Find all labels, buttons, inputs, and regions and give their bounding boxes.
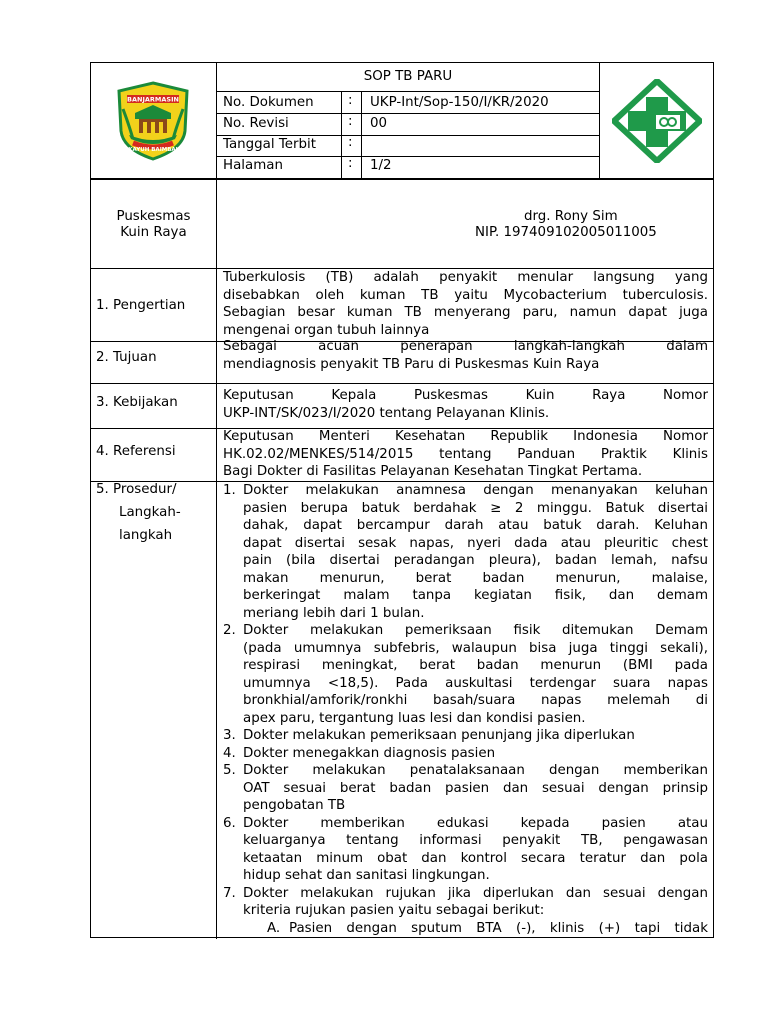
text-line: mengenai organ tubuh lainnya <box>223 322 430 338</box>
text-line: Sebagian besar kuman TB menyerang paru, namun dapat juga <box>223 305 708 320</box>
text-line: HK.02.02/MENKES/514/2015 tentang Panduan Praktik Klinis <box>223 446 708 462</box>
section-label-referensi: 4. Referensi <box>96 444 176 459</box>
text-line: Keputusan Menteri Kesehatan Republik Indonesia Nomor <box>223 429 708 444</box>
procedure-step <box>223 727 708 745</box>
procedure-steps <box>223 482 708 937</box>
field-separator: : <box>348 114 353 129</box>
signatory-name: drg. Rony Sim <box>524 209 618 224</box>
field-label-halaman: Halaman <box>223 158 283 173</box>
header-bottom-rule <box>91 178 713 180</box>
puskesmas-logo <box>612 79 702 163</box>
text-line: ketaatan minum obat dan kontrol secara teratur dan pola <box>243 850 708 866</box>
header-row-rule <box>216 113 599 114</box>
step-number: 1. <box>223 483 236 498</box>
field-label-no-dokumen: No. Dokumen <box>223 95 314 110</box>
text-line: (pada umumnya subfebris, walaupun bisa juga tinggi sekali), <box>243 640 708 656</box>
text-line: pain (bila disertai peradangan pleura), badan lemah, nafsu <box>243 553 708 568</box>
field-label-no-revisi: No. Revisi <box>223 116 289 131</box>
text-line: meriang lebih dari 1 bulan. <box>243 605 425 621</box>
procedure-step <box>223 745 708 763</box>
text-line: mendiagnosis penyakit TB Paru di Puskesmas Kuin Raya <box>223 356 600 372</box>
text-line: Dokter memberikan edukasi kepada pasien atau <box>243 815 708 831</box>
banjarmasin-emblem-icon <box>113 79 193 163</box>
text-line: keluarganya tentang informasi penyakit TB, pengawasan <box>243 833 708 848</box>
text-line: OAT sesuai berat badan pasien dan sesuai dengan prinsip <box>243 780 708 796</box>
procedure-step <box>223 622 708 727</box>
svg-text:BANJARMASIN: BANJARMASIN <box>127 95 179 104</box>
text-line: respirasi meningkat, berat badan menurun (BMI pada <box>243 658 708 673</box>
text-line: dapat disertai sesak napas, nyeri dada atau pleuritic chest <box>243 535 708 551</box>
text-line: Sebagai acuan penerapan langkah-langkah dalam <box>223 339 708 354</box>
text-line: Dokter melakukan pemeriksaan fisik ditemukan Demam <box>243 623 708 638</box>
text-line: UKP-INT/SK/023/I/2020 tentang Pelayanan Klinis. <box>223 405 550 421</box>
section-body-tujuan <box>223 338 708 373</box>
text-line: kriteria rujukan pasien yaitu sebagai berikut: <box>243 903 545 918</box>
document-title: SOP TB PARU <box>363 69 453 84</box>
substep-letter: A. <box>267 920 281 936</box>
text-line: dahak, dapat bercampur darah atau batuk darah. Keluhan <box>243 518 708 533</box>
text-line: Keputusan Kepala Puskesmas Kuin Raya Nomor <box>223 388 708 403</box>
section-label-prosedur-line3: langkah <box>119 528 173 543</box>
text-line: Dokter menegakkan diagnosis pasien <box>243 745 496 761</box>
org-name-line2: Kuin Raya <box>120 225 187 240</box>
field-value-no-dokumen: UKP-Int/Sop-150/I/KR/2020 <box>370 95 549 110</box>
step-number: 2. <box>223 623 236 638</box>
field-label-tanggal-terbit: Tanggal Terbit <box>223 137 316 152</box>
text-line: makan menurun, berat badan menurun, malaise, <box>243 570 708 586</box>
field-separator: : <box>348 156 353 171</box>
header-sep-divider <box>341 91 342 178</box>
procedure-substep <box>267 920 708 938</box>
section-label-kebijakan: 3. Kebijakan <box>96 395 178 410</box>
text-line: Dokter melakukan penatalaksanaan dengan memberikan <box>243 763 708 778</box>
procedure-step <box>223 762 708 815</box>
column-divider <box>216 63 217 939</box>
text-line: Bagi Dokter di Fasilitas Pelayanan Kesehatan Tingkat Pertama. <box>223 464 643 479</box>
field-separator: : <box>348 135 353 150</box>
header-title-rule <box>216 91 599 92</box>
text-line: apex paru, tergantung luas lesi dan kondisi pasien. <box>243 710 586 726</box>
header-right-divider <box>599 63 600 178</box>
section-rule <box>91 383 713 384</box>
substep-text: Pasien dengan sputum BTA (-), klinis (+) tapi tidak <box>289 920 708 936</box>
step-number: 6. <box>223 815 236 831</box>
field-separator: : <box>348 93 353 108</box>
text-line: Tuberkulosis (TB) adalah penyakit menular langsung yang <box>223 270 708 285</box>
text-line: pasien berupa batuk berdahak ≥ 2 minggu. Batuk disertai <box>243 500 708 516</box>
text-line: disebabkan oleh kuman TB yaitu Mycobacterium tuberculosis. <box>223 287 708 303</box>
signatory-nip: NIP. 197409102005011005 <box>475 225 657 240</box>
text-line: pengobatan TB <box>243 798 346 813</box>
procedure-step <box>223 885 708 920</box>
section-label-prosedur: 5. Prosedur/ <box>96 482 177 497</box>
step-number: 5. <box>223 763 236 778</box>
procedure-step <box>223 815 708 885</box>
procedure-step <box>223 482 708 622</box>
text-line: Dokter melakukan anamnesa dengan menanyakan keluhan <box>243 483 708 498</box>
text-line: umumnya <18,5). Pada auskultasi terdengar suara napas <box>243 675 708 691</box>
section-label-pengertian: 1. Pengertian <box>96 298 186 313</box>
text-line: berkeringat malam tanpa kegiatan fisik, dan demam <box>243 588 708 603</box>
step-number: 4. <box>223 745 236 761</box>
text-line: bronkhial/amforik/ronkhi basah/suara napas melemah di <box>243 693 708 708</box>
step-number: 7. <box>223 885 236 901</box>
field-value-halaman: 1/2 <box>370 158 392 173</box>
header-sep-divider <box>361 91 362 178</box>
svg-text:KAYUH BAIMBAI: KAYUH BAIMBAI <box>128 147 178 153</box>
section-label-prosedur-line2: Langkah- <box>119 505 181 520</box>
field-value-no-revisi: 00 <box>370 116 388 131</box>
section-body-kebijakan <box>223 387 708 422</box>
section-body-referensi <box>223 428 708 481</box>
org-name-line1: Puskesmas <box>116 209 191 224</box>
text-line: Dokter melakukan pemeriksaan penunjang jika diperlukan <box>243 728 635 743</box>
sop-document <box>90 62 714 938</box>
step-number: 3. <box>223 728 236 743</box>
text-line: hidup sehat dan sanitasi lingkungan. <box>243 868 490 883</box>
banjarmasin-logo <box>113 79 193 163</box>
puskesmas-cross-icon <box>612 79 702 163</box>
section-label-tujuan: 2. Tujuan <box>96 350 157 365</box>
text-line: Dokter melakukan rujukan jika diperlukan dan sesuai dengan <box>243 885 708 901</box>
section-body-pengertian <box>223 269 708 339</box>
